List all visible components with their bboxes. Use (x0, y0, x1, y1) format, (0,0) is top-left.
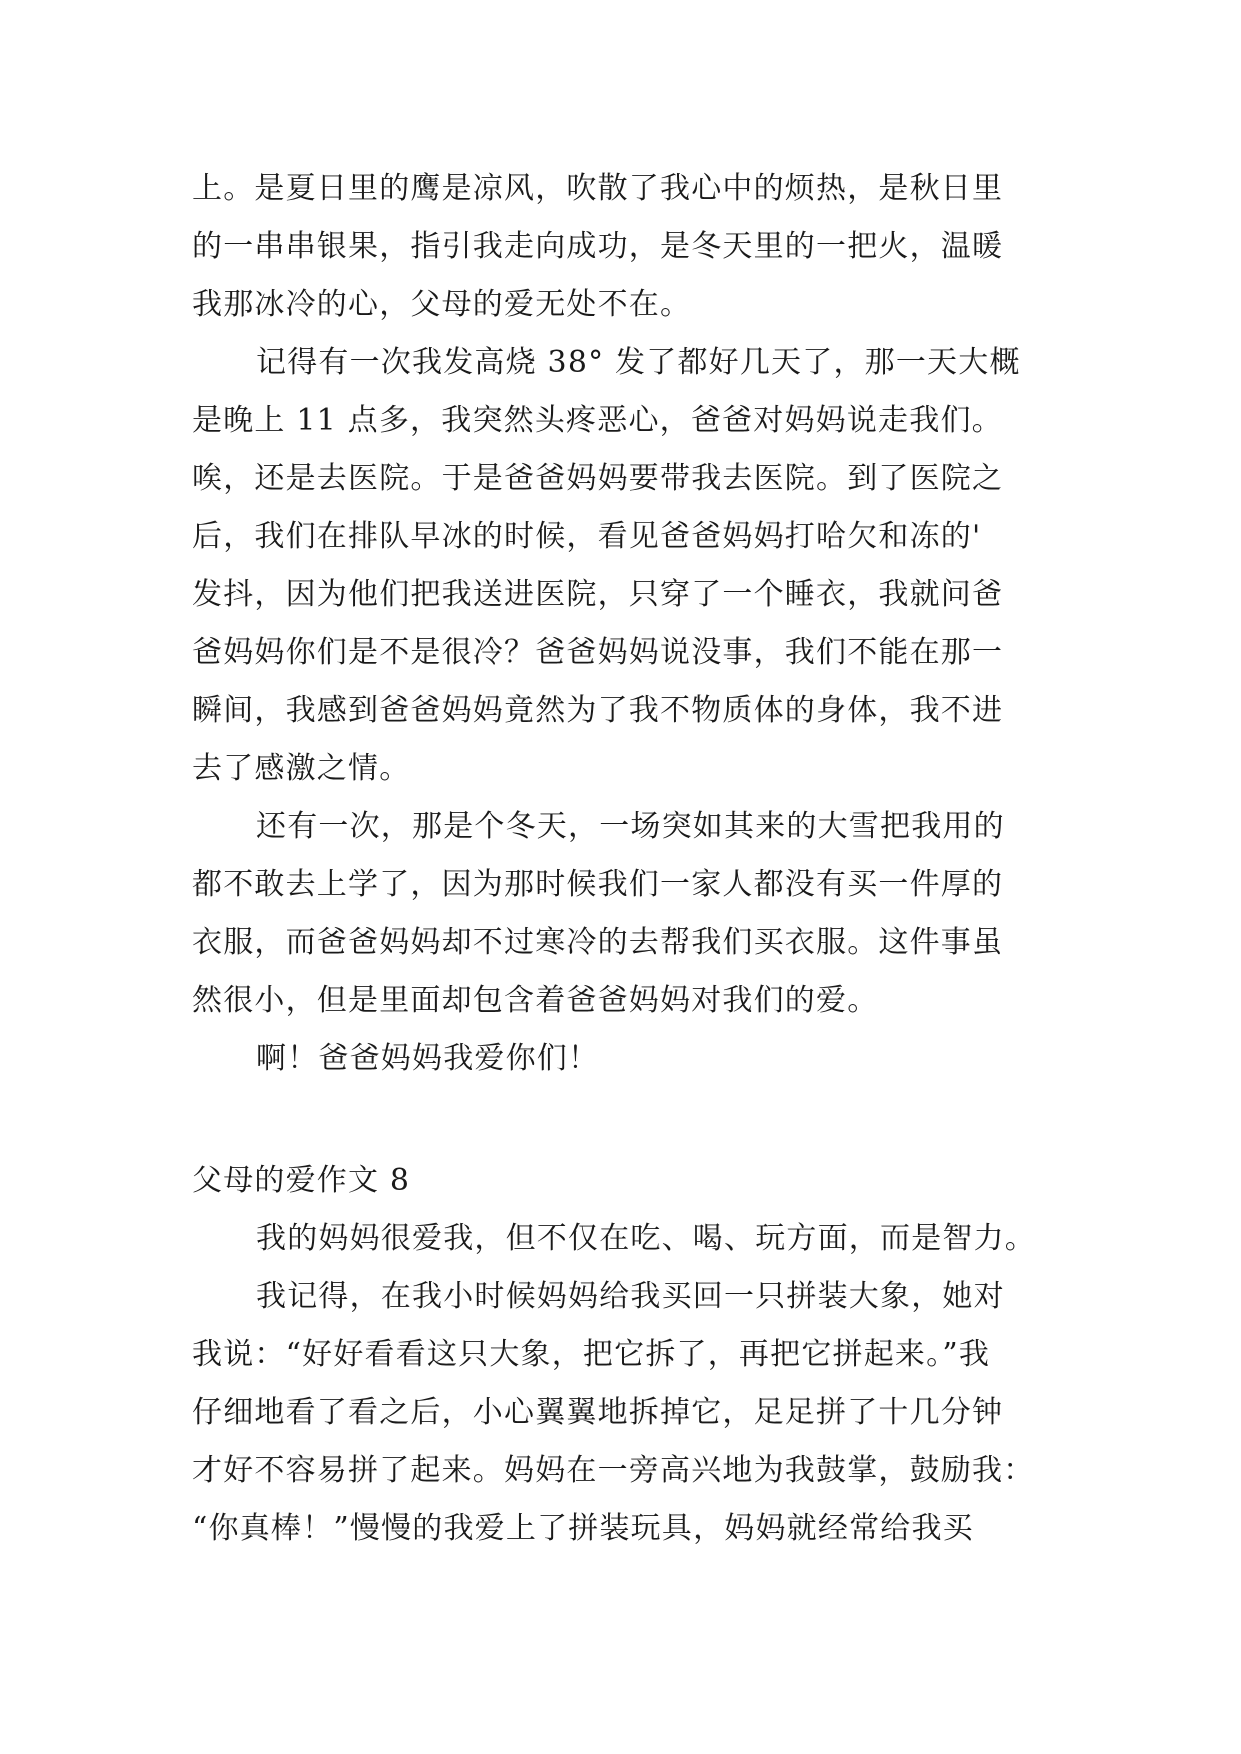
paragraph-snow-story (192, 798, 1054, 1030)
text-line: 我的妈妈很爱我，但不仅在吃、喝、玩方面，而是智力。 (256, 1221, 1036, 1256)
text-line: 是晚上 11 点多，我突然头疼恶心，爸爸对妈妈说走我们。 (192, 403, 1003, 438)
text-line: 仔细地看了看之后，小心翼翼地拆掉它，足足拼了十几分钟 (192, 1395, 1004, 1430)
text-line: 记得有一次我发高烧 38° 发了都好几天了，那一天大概 (256, 345, 1021, 380)
text-line: 我记得，在我小时候妈妈给我买回一只拼装大象，她对 (256, 1279, 1005, 1314)
section-spacer (192, 1088, 1054, 1152)
text-line: 唉，还是去医院。于是爸爸妈妈要带我去医院。到了医院之 (192, 461, 1004, 496)
paragraph-elephant-story (192, 1268, 1054, 1558)
text-line: 去了感激之情。 (192, 751, 411, 786)
text-line: 衣服，而爸爸妈妈却不过寒冷的去帮我们买衣服。这件事虽 (192, 925, 1004, 960)
text-line: 的一串串银果，指引我走向成功，是冬天里的一把火，温暖 (192, 229, 1004, 264)
text-line: 瞬间，我感到爸爸妈妈竟然为了我不物质体的身体，我不进 (192, 693, 1004, 728)
text-line: 然很小，但是里面却包含着爸爸妈妈对我们的爱。 (192, 983, 879, 1018)
text-line: 爸妈妈你们是不是很冷？爸爸妈妈说没事，我们不能在那一 (192, 635, 1004, 670)
text-line: 发抖，因为他们把我送进医院，只穿了一个睡衣，我就问爸 (192, 577, 1004, 612)
paragraph-exclamation (192, 1030, 1054, 1088)
text-line: 我那冰冷的心，父母的爱无处不在。 (192, 287, 692, 322)
document-page (192, 160, 1054, 1558)
paragraph-fever-story (192, 334, 1054, 798)
text-line: 后，我们在排队早冰的时候，看见爸爸妈妈打哈欠和冻的' (192, 519, 982, 554)
text-line: “你真棒！”慢慢的我爱上了拼装玩具，妈妈就经常给我买 (192, 1511, 974, 1546)
text-line: 上。是夏日里的鹰是凉风，吹散了我心中的烦热，是秋日里 (192, 171, 1004, 206)
paragraph-mother-intro (192, 1210, 1054, 1268)
paragraph-continuation (192, 160, 1054, 334)
section-title: 父母的爱作文 8 (192, 1163, 411, 1198)
text-line: 都不敢去上学了，因为那时候我们一家人都没有买一件厚的 (192, 867, 1004, 902)
text-line: 才好不容易拼了起来。妈妈在一旁高兴地为我鼓掌，鼓励我： (192, 1453, 1035, 1488)
text-line: 还有一次，那是个冬天，一场突如其来的大雪把我用的 (256, 809, 1005, 844)
text-line: 啊！爸爸妈妈我爱你们！ (256, 1041, 600, 1076)
text-line: 我说：“好好看看这只大象，把它拆了，再把它拼起来。”我 (192, 1337, 991, 1372)
